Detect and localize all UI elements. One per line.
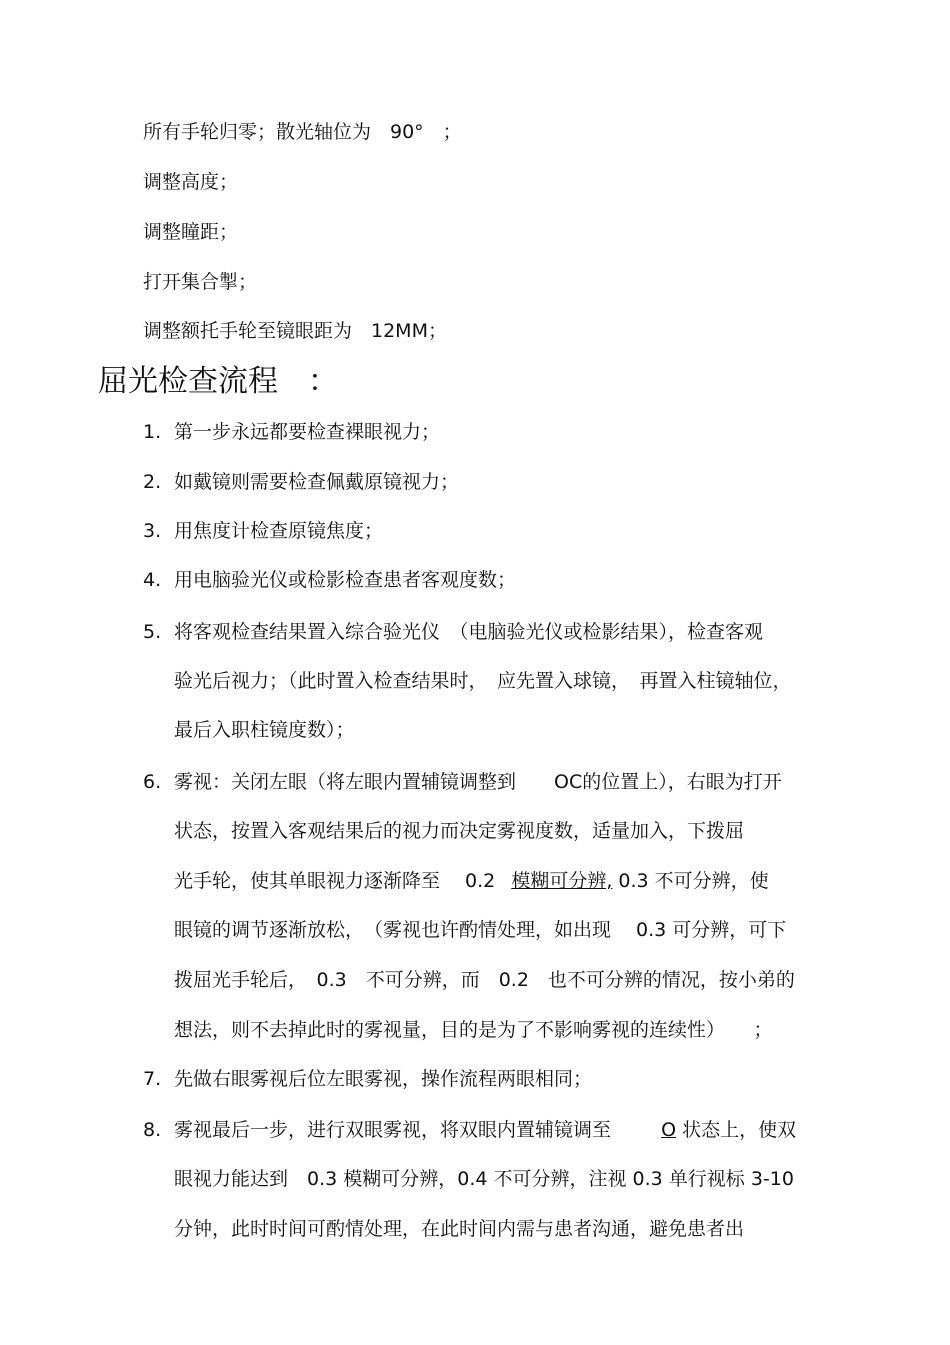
step-number: 6. bbox=[143, 771, 162, 793]
step-6-line-2: 状态，按置入客观结果后的视力而决定雾视度数，适量加入，下拨屈 bbox=[174, 820, 745, 842]
step-8-line-2: 眼视力能达到 0.3 模糊可分辨，0.4 不可分辨，注视 0.3 单行视标 3-10 bbox=[174, 1168, 794, 1190]
step-number: 8. bbox=[143, 1119, 162, 1141]
step-8-line-1-head: 雾视最后一步，进行双眼雾视，将双眼内置辅镜调至 bbox=[174, 1119, 650, 1141]
step-8-line-3: 分钟，此时时间可酌情处理，在此时间内需与患者沟通，避免患者出 bbox=[174, 1218, 745, 1240]
step-4-text: 用电脑验光仪或检影检查患者客观度数； bbox=[174, 569, 517, 591]
step-6-line-1: 雾视：关闭左眼（将左眼内置辅镜调整到 OC的位置上），右眼为打开 bbox=[174, 771, 782, 793]
step-number: 4. bbox=[143, 569, 162, 591]
section-heading: 屈光检查流程 ： bbox=[98, 364, 338, 399]
step-1-text: 第一步永远都要检查裸眼视力； bbox=[174, 421, 441, 443]
underlined-phrase: 模糊可分辨, bbox=[511, 870, 613, 892]
step-3-text: 用焦度计检查原镜焦度； bbox=[174, 520, 384, 542]
step-6-line-4: 眼镜的调节逐渐放松， （雾视也许酌情处理，如出现 0.3 可分辨，可下 bbox=[174, 919, 787, 941]
step-number: 5. bbox=[143, 621, 162, 643]
step-number: 2. bbox=[143, 471, 162, 493]
step-8-line-1 bbox=[174, 1118, 796, 1142]
step-7-text: 先做右眼雾视后位左眼雾视，操作流程两眼相同； bbox=[174, 1068, 593, 1090]
step-2-text: 如戴镜则需要检查佩戴原镜视力； bbox=[174, 471, 460, 493]
step-6-line-3 bbox=[174, 869, 769, 893]
step-5-line-3: 最后入职柱镜度数）； bbox=[174, 719, 355, 741]
step-6-line-3-tail: 0.3 不可分辨，使 bbox=[618, 870, 769, 892]
underlined-letter: O bbox=[661, 1119, 677, 1141]
step-5-line-2: 验光后视力；（此时置入检查结果时， 应先置入球镜， 再置入柱镜轴位， bbox=[174, 670, 792, 692]
step-5-line-1: 将客观检查结果置入综合验光仪 （电脑验光仪或检影结果），检查客观 bbox=[174, 621, 764, 643]
step-6-line-3-head: 光手轮，使其单眼视力逐渐降至 0.2 bbox=[174, 870, 496, 892]
step-8-line-1-tail: 状态上，使双 bbox=[682, 1119, 797, 1141]
setup-line-3: 调整瞳距； bbox=[143, 221, 239, 243]
step-number: 3. bbox=[143, 520, 162, 542]
setup-line-2: 调整高度； bbox=[143, 171, 239, 193]
step-6-line-5: 拨屈光手轮后， 0.3 不可分辨，而 0.2 也不可分辨的情况，按小弟的 bbox=[174, 969, 795, 991]
step-6-line-6: 想法，则不去掉此时的雾视量，目的是为了不影响雾视的连续性） ； bbox=[174, 1019, 773, 1041]
setup-line-5: 调整额托手轮至镜眼距为 12MM； bbox=[143, 320, 447, 342]
step-number: 7. bbox=[143, 1068, 162, 1090]
setup-line-1: 所有手轮归零；散光轴位为 90° ； bbox=[143, 121, 462, 143]
setup-line-4: 打开集合掣； bbox=[143, 271, 258, 293]
step-number: 1. bbox=[143, 421, 162, 443]
